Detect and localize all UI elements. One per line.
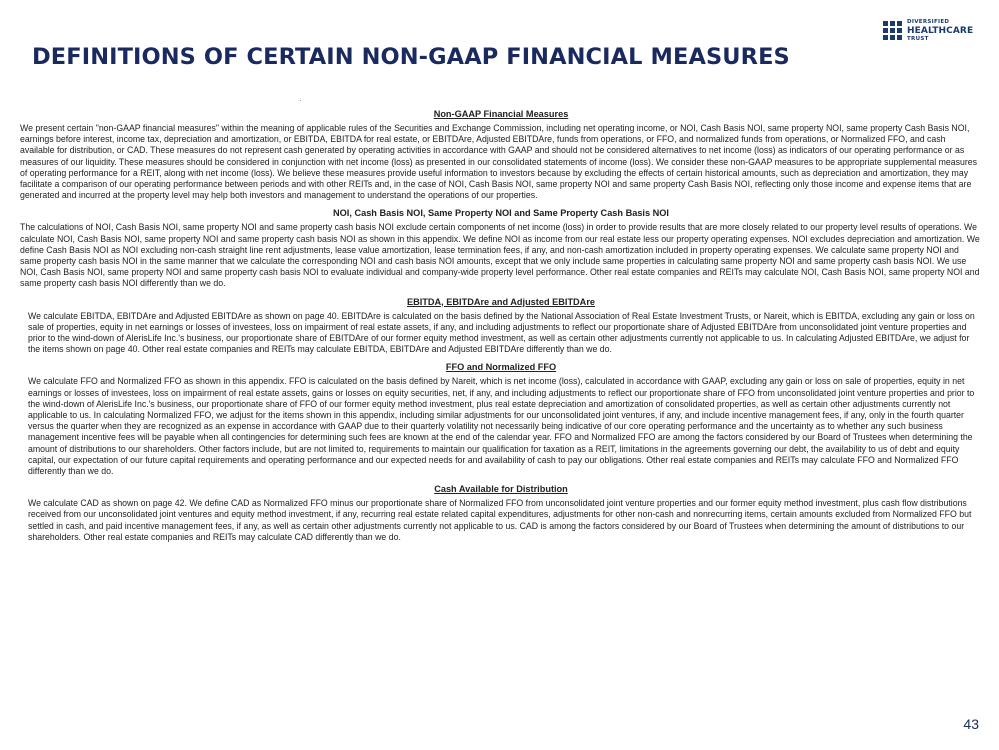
section-paragraph: The calculations of NOI, Cash Basis NOI, same property NOI and same property cash basis NOI exclude certain components of net income (loss) in order to provide results that are more closely related to our property level results of operations. We calculate NOI, Cash Basis NOI, same property NOI and same property cash basis NOI as shown in this appendix. We define NOI as income from our real estate less our property operating expenses. NOI excludes depreciation and amortization. We define Cash Basis NOI as NOI excluding non-cash straight line rent adjustments, lease value amortization, lease termination fees, if any, and non-cash amortization included in property operating expenses. We calculate same property NOI and same property cash basis NOI in the same manner that we calculate the corresponding NOI and cash basis NOI amounts, except that we only include same properties in calculating same property NOI and same property cash basis NOI. We use NOI, Cash Basis NOI, same property NOI and same property cash basis NOI to evaluate individual and company-wide property level performance. Other real estate companies and REITs may calculate NOI, Cash Basis NOI, same property NOI and same property cash basis NOI differently than we do.	[20, 222, 980, 289]
logo-line-1: DIVERSIFIED	[907, 19, 950, 25]
section-paragraph: We calculate CAD as shown on page 42. We define CAD as Normalized FFO minus our proportionate share of Normalized FFO from unconsolidated joint venture properties and our former equity method investment, plus cash flow distributions received from our unconsolidated joint ventures and equity method investment, if any, recurring real estate related capital expenditures, adjustments for other non-cash and nonrecurring items, certain amounts excluded from Normalized FFO but settled in cash, and paid incentive management fees, if any, as well as certain other adjustments currently not applicable to us. CAD is among the factors considered by our Board of Trustees when determining the amount of distributions to our shareholders. Other real estate companies and REITs may calculate CAD differently than we do.	[28, 498, 972, 542]
stray-dot	[300, 100, 301, 101]
section-paragraph: We calculate EBITDA, EBITDAre and Adjusted EBITDAre as shown on page 40. EBITDAre is calculated on the basis defined by the National Association of Real Estate Investment Trusts, or Nareit, which is EBITDA, excluding any gain or loss on sale of properties, equity in net earnings or losses of investees, loss on impairment of real estate assets, if any, and including adjustments to reflect our proportionate share of Adjusted EBITDAre from unconsolidated joint venture properties and prior to the wind-down of AlerisLife Inc.'s business, our proportionate share of EBITDAre of our former equity method investment, as well as certain other adjustments currently not applicable to us. In calculating Adjusted EBITDAre, we adjust for the items shown on page 40. Other real estate companies and REITs may calculate EBITDA, EBITDAre and Adjusted EBITDAre differently than we do.	[28, 310, 975, 355]
definitions-body	[20, 108, 982, 549]
company-logo	[883, 19, 991, 45]
section-heading-ebitda: EBITDA, EBITDAre and Adjusted EBITDAre	[406, 296, 596, 307]
page-number: 43	[963, 716, 979, 732]
section-heading-noi: NOI, Cash Basis NOI, Same Property NOI and Same Property Cash Basis NOI	[333, 208, 669, 219]
logo-mark-icon	[883, 21, 903, 41]
page-title: DEFINITIONS OF CERTAIN NON-GAAP FINANCIAL MEASURES	[32, 44, 790, 70]
section-paragraph: We calculate FFO and Normalized FFO as shown in this appendix. FFO is calculated on the basis defined by Nareit, which is net income (loss), calculated in accordance with GAAP, excluding any gain or loss on sale of properties, equity in net earnings or losses of investees, loss on impairment of real estate assets, gains or losses on equity securities, net, if any, and including adjustments to reflect our proportionate share of FFO from unconsolidated joint venture properties and prior to the wind-down of AlerisLife Inc.'s business, our proportionate share of FFO of our former equity method investment, plus real estate depreciation and amortization of consolidated properties, as well as certain other adjustments currently not applicable to us. In calculating Normalized FFO, we adjust for the items shown in this appendix, including similar adjustments for our unconsolidated joint ventures, if any, and include incentive management fees, if any, only in the fourth quarter versus the quarter when they are recognized as an expense in accordance with GAAP due to their quarterly volatility not necessarily being indicative of our core operating performance and the uncertainty as to whether any such business management incentive fees will be payable when all contingencies for determining such fees are known at the end of the calendar year. FFO and Normalized FFO are among the factors considered by our Board of Trustees when determining the amount of distributions to our shareholders. Other factors include, but are not limited to, requirements to maintain our qualification for taxation as a REIT, limitations in the agreements governing our debt, the availability to us of debt and equity capital, our expectation of our future capital requirements and operating performance and our expected needs for and availability of cash to pay our obligations. Other real estate companies and REITs may calculate FFO and Normalized FFO differently than we do.	[28, 376, 975, 477]
section-heading-cad: Cash Available for Distribution	[434, 484, 568, 495]
section-heading-ffo: FFO and Normalized FFO	[445, 362, 557, 373]
logo-line-2: HEALTHCARE	[907, 26, 974, 36]
logo-line-3: TRUST	[907, 36, 929, 42]
section-heading-non-gaap: Non-GAAP Financial Measures	[433, 109, 569, 119]
section-paragraph: We present certain "non-GAAP financial measures" within the meaning of applicable rules of the Securities and Exchange Commission, including net operating income, or NOI, Cash Basis NOI, same property NOI, same property Cash Basis NOI, earnings before interest, income tax, depreciation and amortization, or EBITDA, EBITDA for real estate, or EBITDAre, Adjusted EBITDAre, funds from operations, or FFO, and normalized funds from operations, or Normalized FFO, and cash available for distribution, or CAD. These measures do not represent cash generated by operating activities in accordance with GAAP and should not be considered alternatives to net income (loss) as indicators of our operating performance or as measures of our liquidity. These measures should be considered in conjunction with net income (loss) as presented in our consolidated statements of income (loss). We consider these non-GAAP measures to be appropriate supplemental measures of operating performance for a REIT, along with net income (loss). We believe these measures provide useful information to investors because by excluding the effects of certain historical amounts, such as depreciation and amortization, they may facilitate a comparison of our operating performance between periods and with other REITs and, in the case of NOI, Cash Basis NOI, same property NOI and same property Cash Basis NOI, reflecting only those income and expense items that are generated and incurred at the property level may help both investors and management to understand the operations of our properties.	[20, 123, 978, 201]
